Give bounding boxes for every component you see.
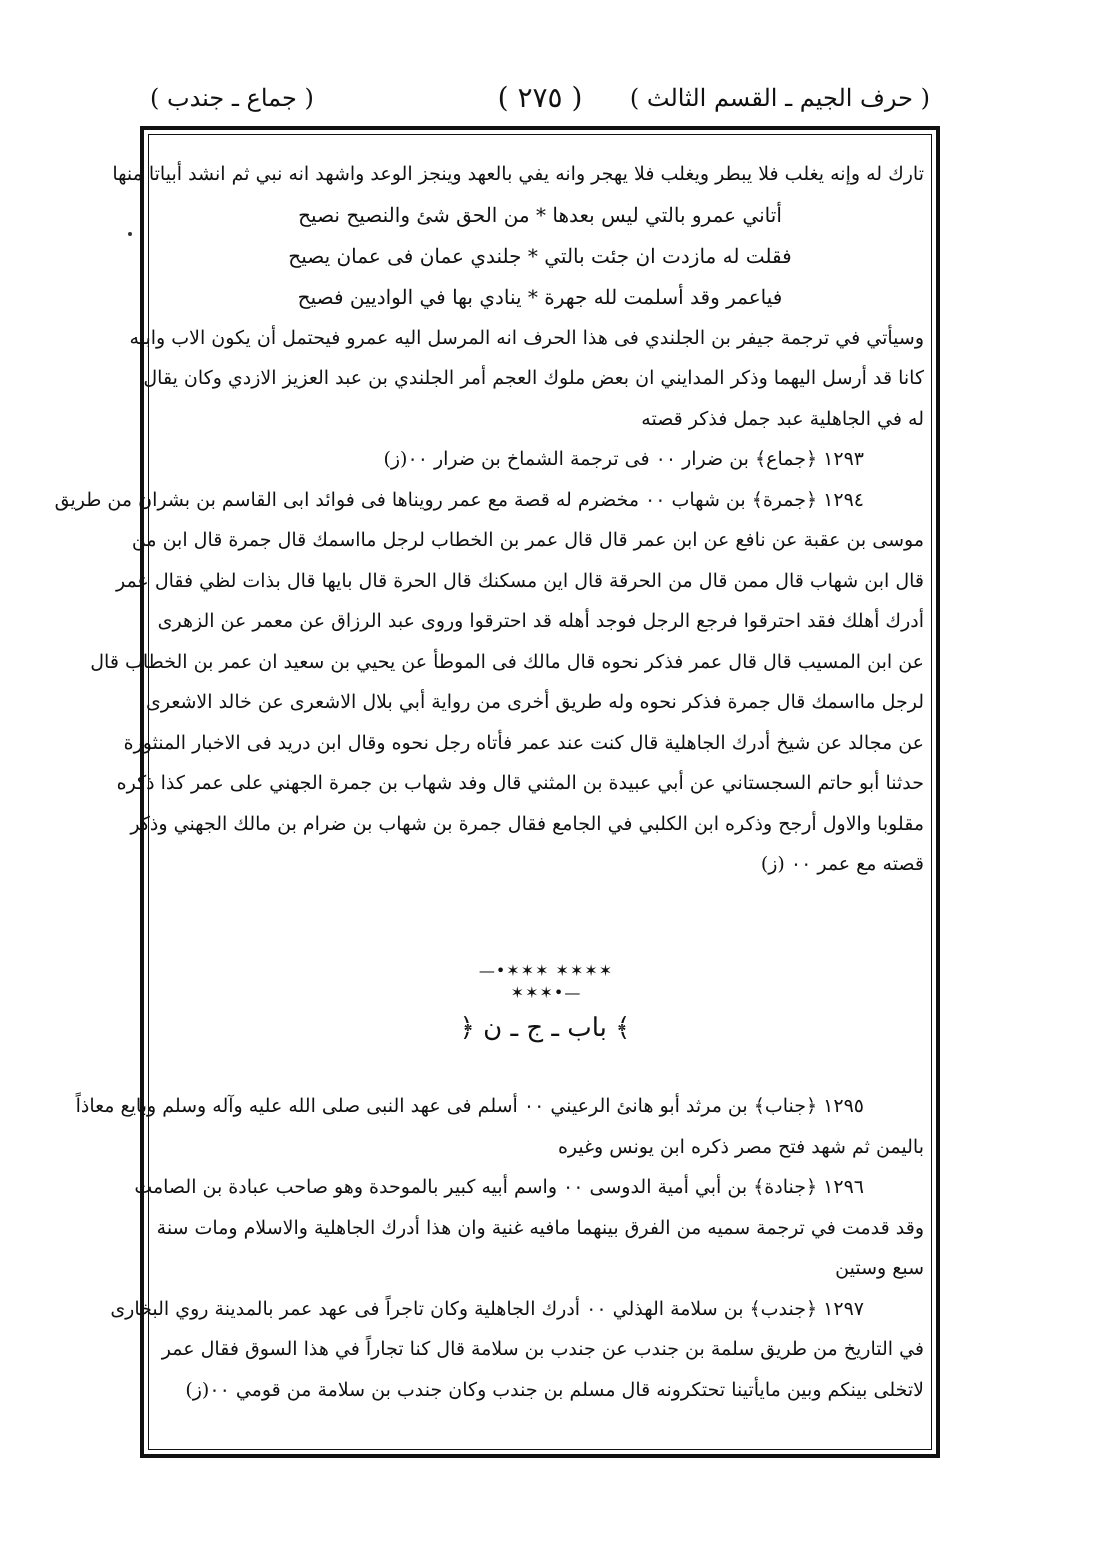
entry-1294-line: حدثنا أبو حاتم السجستاني عن أبي عبيدة بن المثني قال وفد شهاب بن جمرة الجهني على عمر كذا ذكره	[116, 772, 924, 794]
entry-1294-line: قال ابن شهاب قال ممن قال من الحرقة قال اين مسكنك قال الحرة قال بايها قال بذات لظي فقال عمر	[115, 569, 924, 592]
entry-1294-line: مقلوبا والاول أرجح وذكره ابن الكلبي في الجامع فقال جمرة بن شهاب بن ضرام بن مالك الجهني وذكر	[130, 812, 924, 835]
entry-1294-line: عن مجالد عن شيخ أدرك الجاهلية قال كنت عند عمر فأتاه رجل نحوه وقال ابن دريد فى الاخبار المنثورة	[123, 731, 924, 754]
entry-1294-line: لرجل مااسمك قال جمرة فذكر نحوه وله طريق أخرى من رواية أبي بلال الاشعرى عن خالد الاشعرى	[145, 691, 924, 713]
margin-dot	[128, 232, 132, 236]
entry-1297-line: في التاريخ من طريق سلمة بن جندب عن جندب بن سلامة قال كنا تجاراً في هذا السوق فقال عمر	[161, 1338, 924, 1360]
running-head-left: ( جماع ـ جندب )	[150, 84, 314, 112]
entry-1294-line: ١٢٩٤ ﴿جمرة﴾ بن شهاب ٠٠ مخضرم له قصة مع عمر رويناها فى فوائد ابى القاسم بن بشران من طريق	[54, 488, 864, 511]
chapter-title: ﴾ باب ـ ج ـ ن ﴿	[459, 1013, 631, 1043]
entry-1294-line: عن ابن المسيب قال قال عمر فذكر نحوه قال مالك فى الموطأ عن يحيي بن سعيد ان عمر بن الخطاب قال	[90, 650, 924, 673]
text-block-lower	[75, 1086, 924, 1410]
entry-1297-line: لاتخلى بينكم وبين مايأتينا تحتكرونه قال مسلم بن جندب وكان جندب بن سلامة من قومي ٠٠(ز)	[185, 1378, 924, 1401]
text-line: له في الجاهلية عبد جمل فذكر قصته	[641, 407, 924, 430]
entry-1297-line: ١٢٩٧ ﴿جندب﴾ بن سلامة الهذلي ٠٠ أدرك الجاهلية وكان تاجراً فى عهد عمر بالمدينة روي البخارى	[110, 1297, 864, 1320]
entry-1296-line: وقد قدمت في ترجمة سميه من الفرق بينهما مافيه غنية وان هذا أدرك الجاهلية والاسلام ومات سنة	[156, 1216, 924, 1239]
text-block-upper	[54, 154, 924, 885]
entry-1295-line: باليمن ثم شهد فتح مصر ذكره ابن يونس وغيره	[557, 1135, 924, 1158]
verse-line: أتاني عمرو بالتي ليس بعدها * من الحق شئ والنصيح نصيح	[298, 202, 782, 227]
text-line: وسيأتي في ترجمة جيفر بن الجلندي فى هذا الحرف انه المرسل اليه عمرو فيحتمل أن يكون الاب وابنه	[129, 326, 924, 349]
entry-1294-line: قصته مع عمر ٠٠ (ز)	[760, 853, 924, 875]
entry-1295-line: ١٢٩٥ ﴿جناب﴾ بن مرثد أبو هانئ الرعيني ٠٠ أسلم فى عهد النبى صلى الله عليه وآله وسلم وبايع معاذاً	[75, 1095, 864, 1117]
entry-1293: ١٢٩٣ ﴿جماع﴾ بن ضرار ٠٠ فى ترجمة الشماخ بن ضرار ٠٠(ز)	[383, 448, 864, 470]
entry-1296-line: ١٢٩٦ ﴿جنادة﴾ بن أبي أمية الدوسى ٠٠ واسم أبيه كبير بالموحدة وهو صاحب عبادة بن الصامت	[134, 1176, 864, 1198]
text-line: كانا قد أرسل اليهما وذكر المدايني ان بعض ملوك العجم أمر الجلندي بن عبد العزيز الازدي وكان يقال	[143, 367, 924, 389]
running-head-right: ( حرف الجيم ـ القسم الثالث )	[629, 84, 930, 112]
entry-1294-line: موسى بن عقبة عن نافع عن ابن عمر قال قال عمر بن الخطاب لرجل مااسمك قال جمرة قال ابن من	[131, 529, 924, 551]
page-number: ( ٢٧٥ )	[497, 81, 583, 114]
verse-line: فقلت له مازدت ان جئت بالتي * جلندي عمان فى عمان يصيح	[288, 243, 792, 268]
entry-1294-line: أدرك أهلك فقد احترقوا فرجع الرجل فوجد أهله قد احترقوا وروى عبد الرزاق عن معمر عن الزهرى	[157, 610, 924, 632]
page-header	[150, 78, 930, 118]
entry-1296-line: سبع وستين	[835, 1257, 924, 1279]
text-line: تارك له وإنه يغلب فلا يبطر ويغلب فلا يهجر وانه يفي بالعهد وينجز الوعد واشهد انه نبي ثم انشد أبياتا منها	[112, 163, 924, 185]
verse-line: فياعمر وقد أسلمت لله جهرة * ينادي بها في الواديين فصيح	[297, 284, 783, 309]
ornamental-divider: —•✶✶✶ ✶✶✶✶ ✶✶✶•—	[478, 961, 614, 1002]
